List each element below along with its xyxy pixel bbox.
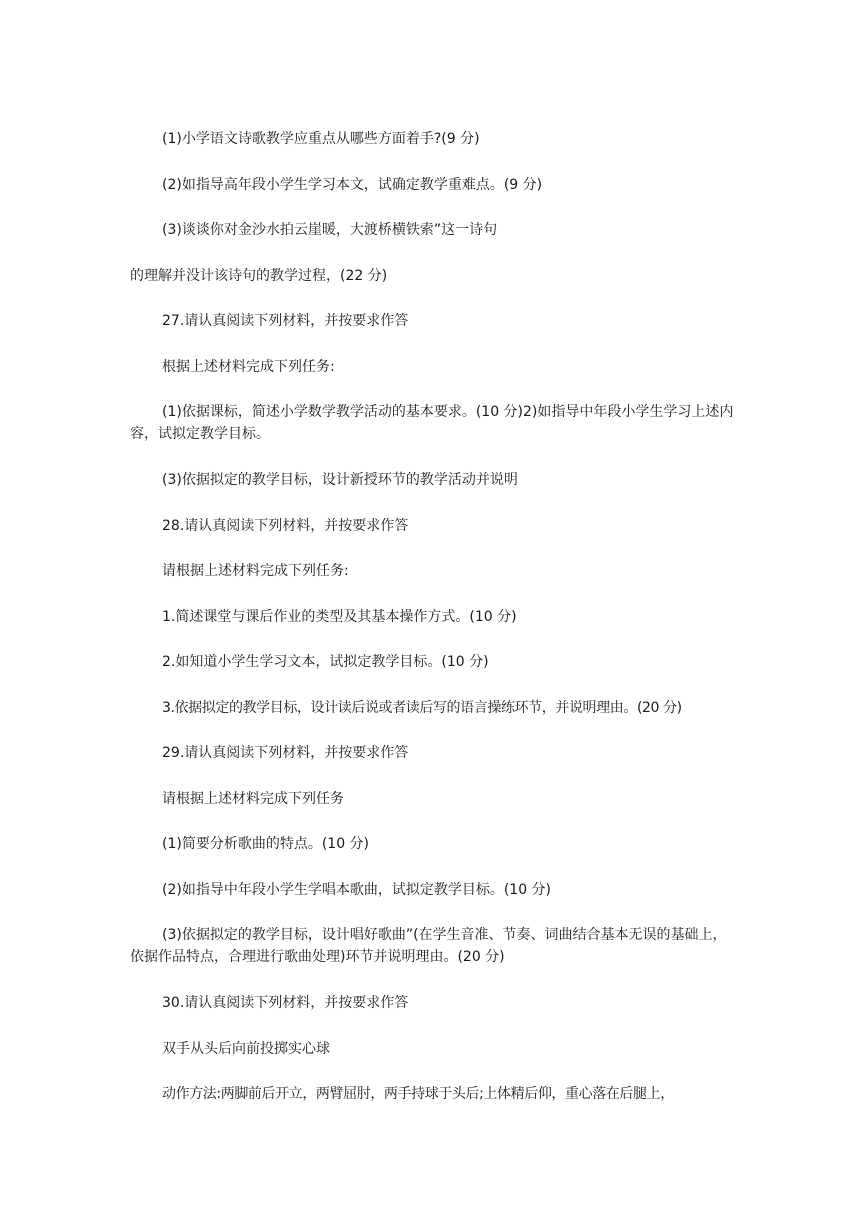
paragraph: (3)依据拟定的教学目标，设计新授环节的教学活动并说明 <box>162 472 518 488</box>
paragraph: 动作方法:两脚前后开立，两臂屈肘，两手持球于头后;上体精后仰，重心落在后腿上， <box>162 1086 674 1102</box>
paragraph: 30.请认真阅读下列材料，并按要求作答 <box>162 995 409 1011</box>
paragraph: (2)如指导中年段小学生学唱本歌曲，试拟定教学目标。(10 分) <box>162 882 552 898</box>
paragraph: (1)简要分析歌曲的特点。(10 分) <box>162 836 370 852</box>
paragraph: (3)依据拟定的教学目标，设计唱好歌曲”(在学生音准、节奏、词曲结合基本无误的基础上，依据作品特点，合理进行歌曲处理)环节并说明理由。(20 分) <box>130 927 727 965</box>
paragraph: 29.请认真阅读下列材料，并按要求作答 <box>162 745 409 761</box>
paragraph: 1.简述课堂与课后作业的类型及其基本操作方式。(10 分) <box>162 609 517 625</box>
paragraph: (1)小学语文诗歌教学应重点从哪些方面着手?(9 分) <box>162 131 480 147</box>
paragraph: (1)依据课标，简述小学数学教学活动的基本要求。(10 分)2)如指导中年段小学生学习上述内容，试拟定教学目标。 <box>130 404 734 442</box>
paragraph: 根据上述材料完成下列任务: <box>162 359 335 375</box>
paragraph: 的理解并没计该诗句的教学过程，(22 分) <box>130 268 388 284</box>
paragraph: (2)如指导高年段小学生学习本文，试确定教学重难点。(9 分) <box>162 177 543 193</box>
paragraph: 请根据上述材料完成下列任务 <box>162 791 344 807</box>
paragraph: 3.依据拟定的教学目标，设计读后说或者读后写的语言操练环节，并说明理由。(20 分) <box>162 700 682 716</box>
paragraph: 28.请认真阅读下列材料，并按要求作答 <box>162 518 409 534</box>
paragraph: 27.请认真阅读下列材料，并按要求作答 <box>162 313 409 329</box>
paragraph: (3)谈谈你对金沙水拍云崖暖，大渡桥横铁索”这一诗句 <box>162 222 498 238</box>
paragraph: 2.如知道小学生学习文本，试拟定教学目标。(10 分) <box>162 654 489 670</box>
paragraph: 双手从头后向前投掷实心球 <box>162 1041 330 1057</box>
paragraph: 请根据上述材料完成下列任务: <box>162 563 349 579</box>
